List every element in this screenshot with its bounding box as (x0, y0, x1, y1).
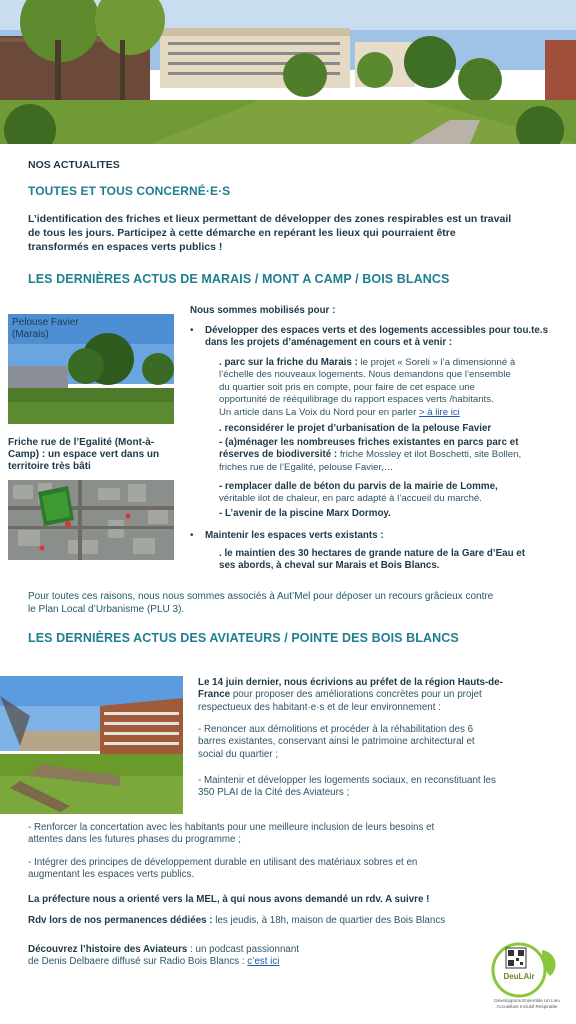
actualites-intro: L’identification des friches et lieux permettant de développer des zones respirables est un travail de tous les jours. Participez à cette démarche en repérant les lieux qui pourraient être transformés en espaces verts publics ! (28, 213, 512, 253)
bullet-dot: • (190, 530, 194, 541)
podcast-link[interactable]: c’est ici (247, 956, 280, 968)
rdv-permanences: Rdv lors de nos permanences dédiées : les jeudis, à 18h, maison de quartier des Bois Blancs (28, 915, 446, 926)
actualites-title: TOUTES ET TOUS CONCERNÉ·E·S (28, 184, 231, 198)
logo-name: DeuLAir (503, 972, 535, 981)
marais-lead: Nous sommes mobilisés pour : (190, 305, 336, 316)
photo2-caption: Friche rue de l’Egalité (Mont-à- Camp) : un espace vert dans un territoire très bâti (8, 437, 160, 472)
friche-egalite-aerial-photo (8, 480, 174, 560)
demand-renovation: - Renoncer aux démolitions et procéder à la réhabilitation des 6 barres existantes, conservant ainsi le patrimoine architectural et social du quartier ; (198, 724, 475, 760)
sub-item-marais-park: . parc sur la friche du Marais : le projet « Soreli » l’a dimensionné à l’échelle des nouveaux logements. Nous demandons que l’ensemble du quartier soit pris en compte, pour faire de cet espace une opportunité de rééquilibrage du rapport espaces verts /habitants. Un article dans La Voix du Nord pour en parler > à lire ici (219, 357, 516, 418)
bullet-dot: • (190, 325, 194, 336)
logo-tagline: Développons Ensemble Un Lieu Accueillant Inclusif Respirable (494, 998, 560, 1009)
deulair-logo (484, 940, 570, 1020)
demand-concertation: - Renforcer la concertation avec les habitants pour une meilleure inclusion de leurs besoins et attentes dans les futures phases du programme ; (28, 822, 435, 846)
demand-sustainable: - Intégrer des principes de développement durable en utilisant des matériaux sobres et en augmentant les espaces verts publics. (28, 857, 418, 881)
prefet-letter-paragraph: Le 14 juin dernier, nous écrivions au préfet de la région Hauts-de- France pour proposer des améliorations concrètes pour un projet respectueux des habitant·e·s et de leur environnement : (198, 677, 503, 713)
podcast-paragraph: Découvrez l’histoire des Aviateurs : un podcast passionnant de Denis Delbaere diffusé sur Radio Bois Blancs : c’est ici (28, 944, 300, 968)
aviateurs-section-title: LES DERNIÈRES ACTUS DES AVIATEURS / POINTE DES BOIS BLANCS (28, 631, 459, 645)
article-link[interactable]: > à lire ici (418, 406, 460, 418)
sub-item-friches: - (a)ménager les nombreuses friches existantes en parcs parc et réserves de biodiversité : friche Mossley et ilot Boschetti, site Bollen, friches rue de l’Egalité, pelouse Favier,… (219, 437, 522, 473)
aviateurs-buildings-photo (0, 676, 183, 814)
hero-photo (0, 0, 576, 144)
sub-item-gare-eau: . le maintien des 30 hectares de grande nature de la Gare d’Eau et ses abords, à cheval sur Marais et Bois Blancs. (219, 548, 525, 572)
section-label: NOS ACTUALITES (28, 159, 120, 171)
demand-social-housing: - Maintenir et développer les logements sociaux, en reconstituant les 350 PLAI de la Cité des Aviateurs ; (198, 775, 496, 799)
bullet2: Maintenir les espaces verts existants : (205, 530, 384, 541)
bullet1: Développer des espaces verts et des logements accessibles pour tou.te.s dans les projets d’aménagement en cours et à venir : (205, 325, 549, 349)
sub-item-pelouse-favier: . reconsidérer le projet d’urbanisation de la pelouse Favier (219, 423, 492, 434)
recours-paragraph: Pour toutes ces raisons, nous nous sommes associés à Aut’Mel pour déposer un recours grâcieux contre le Plan Local d’Urbanisme (PLU 3). (28, 591, 494, 615)
prefecture-update: La préfecture nous a orienté vers la MEL, à qui nous avons demandé un rdv. A suivre ! (28, 894, 430, 905)
sub-item-piscine: - L’avenir de la piscine Marx Dormoy. (219, 508, 391, 519)
marais-section-title: LES DERNIÈRES ACTUS DE MARAIS / MONT A CAMP / BOIS BLANCS (28, 272, 450, 286)
photo1-caption: Pelouse Favier (Marais) (12, 317, 79, 340)
sub-item-lomme: - remplacer dalle de béton du parvis de la mairie de Lomme, véritable ilot de chaleur, en parc adapté à l’accueil du marché. (219, 481, 498, 505)
